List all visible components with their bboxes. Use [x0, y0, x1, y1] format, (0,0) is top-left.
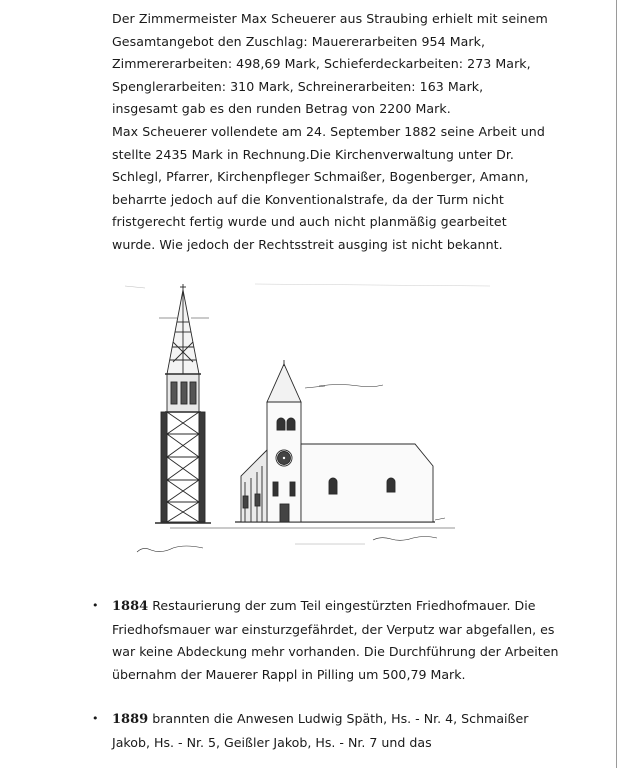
event-text: Restaurierung der zum Teil eingestürzten Friedhofmauer. Die Friedhofsmauer war einsturzgefährdet, der Verputz war abgefallen, es war keine Abdeckung mehr vorhanden. Die Durchführung der Arbeiten übernahm der Mauerer Rappl in Pilling um 500,79 Mark. — [112, 598, 559, 682]
event-list — [90, 595, 560, 777]
intro-line: Gesamtangebot den Zuschlag: Mauererarbeiten 954 Mark, — [112, 33, 486, 49]
church-tower-drawing — [115, 282, 495, 572]
intro-line: wurde. Wie jedoch der Rechtsstreit ausging ist nicht bekannt. — [112, 236, 503, 252]
event-text: brannten die Anwesen Ludwig Späth, Hs. - Nr. 4, Schmaißer Jakob, Hs. - Nr. 5, Geißler Jakob, Hs. - Nr. 7 und das — [112, 711, 529, 750]
intro-line: insgesamt gab es den runden Betrag von 2200 Mark. — [112, 101, 451, 117]
bullet-marker: • — [92, 712, 99, 726]
church-elevation-drawing — [170, 360, 455, 544]
intro-line: stellte 2435 Mark in Rechnung.Die Kirchenverwaltung unter Dr. — [112, 146, 514, 162]
event-year: 1889 — [112, 712, 149, 728]
bullet-marker: • — [92, 599, 99, 612]
list-item — [90, 708, 560, 754]
list-item — [90, 595, 560, 686]
intro-line: Schlegl, Pfarrer, Kirchenpfleger Schmaißer, Bogenberger, Amann, — [112, 169, 529, 185]
intro-line: beharrte jedoch auf die Konventionalstrafe, da der Turm nicht — [112, 191, 504, 207]
event-year: 1884 — [112, 599, 149, 614]
intro-line: Spenglerarbeiten: 310 Mark, Schreinerarbeiten: 163 Mark, — [112, 78, 484, 94]
intro-line: fristgerecht fertig wurde und auch nicht planmäßig gearbeitet — [112, 214, 507, 230]
page-edge — [616, 0, 617, 768]
intro-line: Max Scheuerer vollendete am 24. September 1882 seine Arbeit und — [112, 123, 545, 139]
intro-line: Zimmererarbeiten: 498,69 Mark, Schieferdeckarbeiten: 273 Mark, — [112, 56, 531, 72]
tower-section-drawing — [137, 284, 211, 552]
intro-line: Der Zimmermeister Max Scheuerer aus Straubing erhielt mit seinem — [112, 11, 548, 26]
intro-text — [112, 8, 582, 257]
